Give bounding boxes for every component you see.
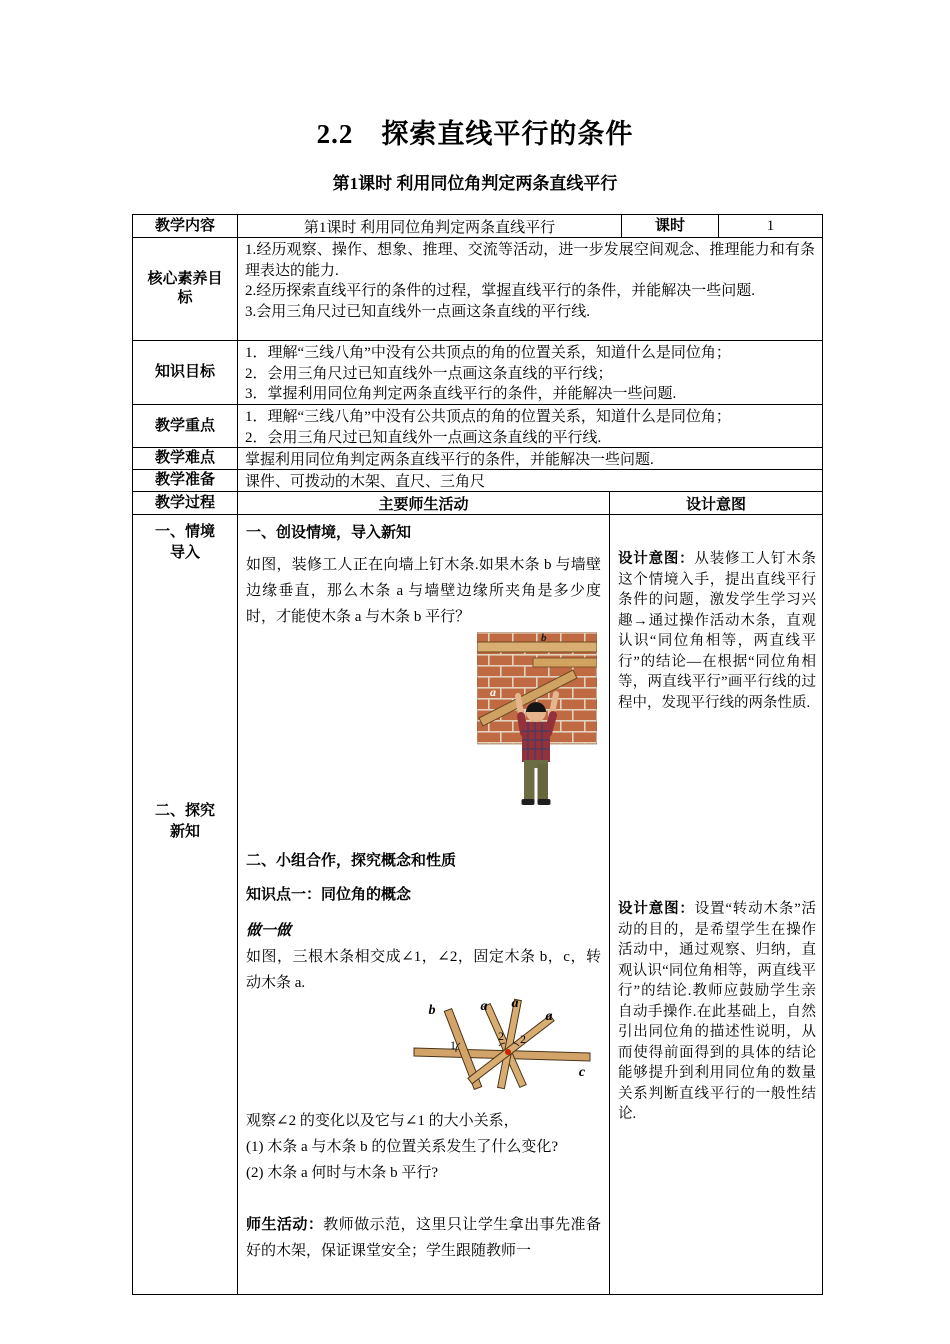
row-preparation [133, 470, 822, 492]
row-teaching-focus [133, 405, 822, 448]
design-intent-block-1 [618, 549, 816, 713]
label-teaching-difficulty: 教学难点 [133, 448, 238, 469]
question-1: (1) 木条 a 与木条 b 的位置关系发生了什么变化? [246, 1139, 559, 1155]
core-goal-line: 1.经历观察、操作、想象、推理、交流等活动，进一步发展空间观念、推理能力和有条理表达的能力. [245, 242, 815, 279]
sticks-label-c: c [578, 1065, 586, 1080]
label-knowledge-goals: 知识目标 [133, 341, 238, 404]
worker-label-a: a [490, 685, 496, 699]
lesson-plan-table [132, 214, 823, 1295]
stage-situation-intro [133, 522, 237, 564]
knowledge-goals-body [238, 341, 822, 404]
design-intent-1-text: 从装修工人钉木条这个情境入手，提出直线平行条件的问题，激发学生学习兴趣→通过操作活动木条，直观认识“同位角相等，两直线平行”的结论—在根据“同位角相等，两直线平行”画平行线的过程中，发现平行线的两条性质. [618, 551, 817, 711]
row-process-main [133, 515, 822, 1294]
focus-line: 1．理解“三线八角”中没有公共顶点的角的位置关系，知道什么是同位角； [245, 409, 731, 425]
header-process: 教学过程 [133, 492, 238, 514]
core-goal-line: 2.经历探索直线平行的条件的过程，掌握直线平行的条件，并能解决一些问题. [245, 283, 756, 299]
design-intent-2-lead: 设计意图： [618, 901, 695, 917]
teaching-focus-body [238, 405, 822, 447]
observe-text: 观察∠2 的变化以及它与∠1 的大小关系， [246, 1113, 519, 1129]
stage-column [133, 515, 238, 1294]
knowledge-goal-line: 1．理解“三线八角”中没有公共顶点的角的位置关系，知道什么是同位角； [245, 345, 731, 361]
sticks-label-b: b [428, 1003, 436, 1018]
core-goals-body [238, 238, 822, 340]
plank-b [477, 642, 597, 652]
plank-segment [533, 658, 597, 667]
label-preparation: 教学准备 [133, 470, 238, 491]
row-teaching-content [133, 215, 822, 238]
row-teaching-difficulty [133, 448, 822, 470]
worker-label-b: b [541, 632, 547, 644]
label-hours: 课时 [622, 215, 719, 237]
row-process-header [133, 492, 822, 515]
teacher-activity-lead: 师生活动： [246, 1217, 324, 1233]
teacher-student-activity [246, 1212, 601, 1264]
preparation-body: 课件、可拨动的木架、直尺、三角尺 [245, 474, 486, 490]
angle2-label-2: 2 [520, 1032, 526, 1046]
pivot-dot [505, 1049, 511, 1055]
do-activity-title: 做一做 [246, 923, 292, 939]
hours-value: 1 [766, 217, 775, 234]
teaching-difficulty-body: 掌握利用同位角判定两条直线平行的条件，并能解决一些问题. [245, 452, 654, 468]
label-core-goals-text: 核心素养目标 [147, 271, 223, 306]
question-2: (2) 木条 a 何时与木条 b 平行? [246, 1165, 439, 1181]
label-teaching-focus: 教学重点 [133, 405, 238, 447]
sticks-label-a2: a [511, 998, 519, 1011]
observe-paragraph [246, 1108, 601, 1186]
intro-paragraph: 如图，装修工人正在向墙上钉木条.如果木条 b 与墙壁边缘垂直，那么木条 a 与墙壁边缘所夹角是多少度时，才能使木条 a 与木条 b 平行？ [246, 557, 601, 625]
design-intent-column [610, 515, 822, 1294]
page-title: 2.2 探索直线平行的条件 [316, 119, 634, 149]
page-subtitle: 第1课时 利用同位角判定两条直线平行 [332, 174, 618, 193]
focus-line: 2．会用三角尺过已知直线外一点画这条直线的平行线. [245, 429, 602, 446]
design-intent-block-2 [618, 899, 816, 1125]
sticks-label-a1: a [480, 999, 488, 1014]
section2-title: 二、小组合作，探究概念和性质 [246, 853, 457, 869]
section1-title: 一、创设情境，导入新知 [246, 525, 412, 541]
worker-nailing-photo [477, 632, 597, 812]
knowledge-point1-title: 知识点一：同位角的概念 [246, 887, 412, 903]
activities-column [238, 515, 610, 1294]
design-intent-1-lead: 设计意图： [618, 551, 695, 567]
sticks-label-a3: a [545, 1009, 553, 1024]
stage-situation-intro-text: 一、情境导入 [154, 524, 215, 561]
stage-explore-new [133, 801, 237, 843]
row-knowledge-goals [133, 341, 822, 405]
rotating-sticks-diagram [412, 998, 594, 1090]
do-activity-text: 如图，三根木条相交成∠1，∠2，固定木条 b，c，转动木条 a. [246, 949, 601, 991]
label-teaching-content: 教学内容 [133, 215, 238, 237]
label-core-goals [133, 238, 238, 340]
header-design-intent: 设计意图 [685, 496, 746, 513]
angle2-label-1: 2 [498, 1029, 504, 1043]
teacher-activity-text: 教师做示范，这里只让学生拿出事先准备好的木架，保证课堂安全；学生跟随教师一 [246, 1217, 601, 1259]
knowledge-goal-line: 2．会用三角尺过已知直线外一点画这条直线的平行线； [245, 365, 613, 382]
teaching-content-value: 第1课时 利用同位角判定两条直线平行 [238, 215, 622, 237]
stage-explore-new-text: 二、探究新知 [154, 803, 215, 840]
design-intent-2-text: 设置“转动木条”活动的目的，是希望学生在操作活动中，通过观察、归纳，直观认识“同位角相等，两直线平行”的结论.教师应鼓励学生亲自动手操作.在此基础上，自然引出同位角的描述性说明，从而使得前面得到的具体的结论能够提升到利用同位角的数量关系判断直线平行的一般性结论. [618, 901, 816, 1122]
angle1-label: 1 [450, 1038, 456, 1052]
header-main-activities: 主要师生活动 [238, 492, 610, 514]
knowledge-goal-line: 3．掌握利用同位角判定两条直线平行的条件，并能解决一些问题. [245, 386, 677, 402]
row-core-goals [133, 238, 822, 341]
core-goal-line: 3.会用三角尺过已知直线外一点画这条直线的平行线. [245, 303, 591, 320]
